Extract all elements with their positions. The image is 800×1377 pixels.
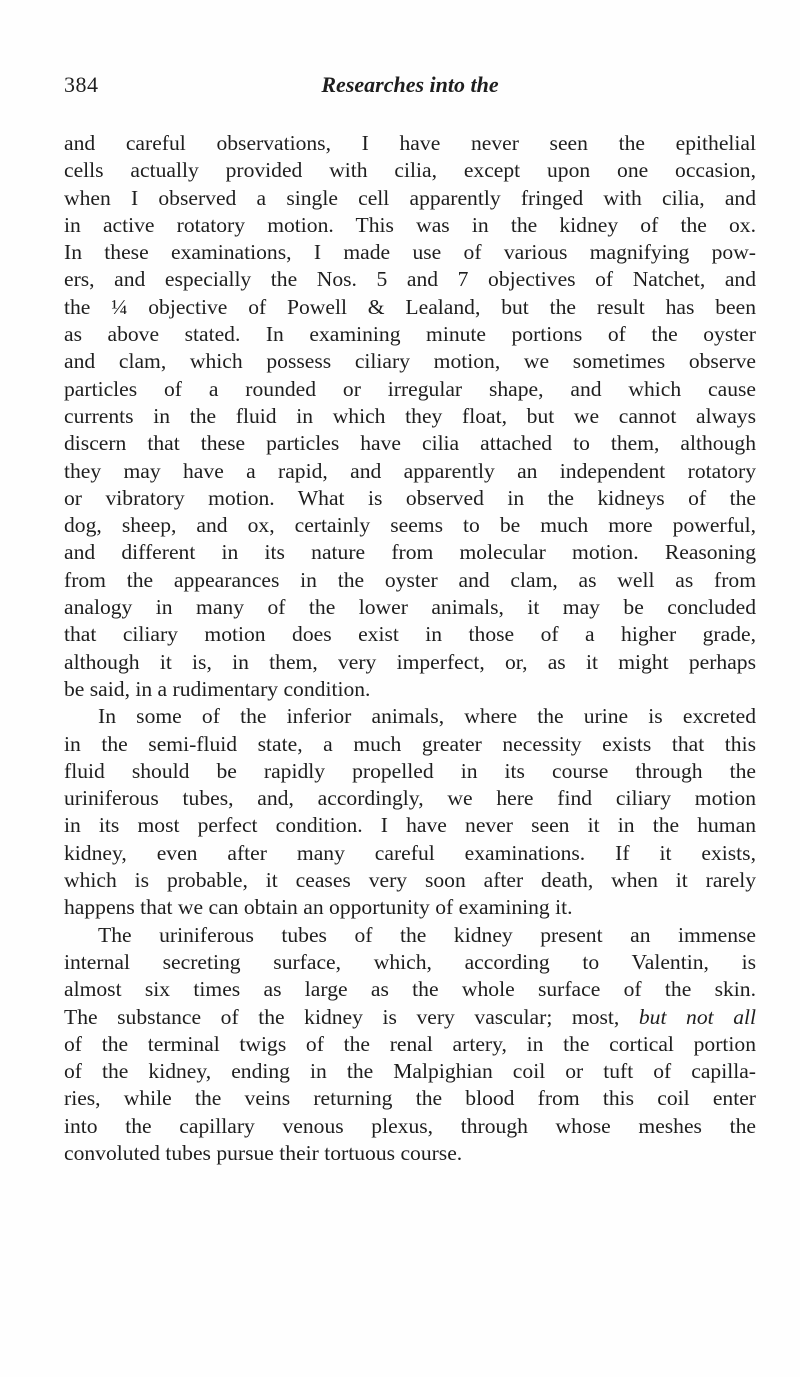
text-line: as above stated. In examining minute portions of the oyster [64,322,756,347]
text-line: The uriniferous tubes of the kidney present an immense [98,922,756,947]
text-line: analogy in many of the lower animals, it may be concluded [64,595,756,620]
text-line: discern that these particles have cilia attached to them, although [64,431,756,456]
text-line: be said, in a rudimentary condition. [64,676,371,701]
text-line: although it is, in them, very imperfect, or, as it might perhaps [64,649,756,674]
text-line: cells actually provided with cilia, except upon one occasion, [64,158,756,183]
text-line: ries, while the veins returning the blood from this coil enter [64,1086,756,1111]
text-line: into the capillary venous plexus, through whose meshes the [64,1113,756,1138]
text-line: and clam, which possess ciliary motion, we sometimes observe [64,349,756,374]
text-line: from the appearances in the oyster and clam, as well as from [64,567,756,592]
text-segment: The substance of the kidney is very vascular; most, [64,1004,620,1029]
text-line: of the terminal twigs of the renal artery, in the cortical portion [64,1031,756,1056]
text-line: In these examinations, I made use of various magnifying pow- [64,240,756,265]
text-line: and different in its nature from molecular motion. Reasoning [64,540,756,565]
text-line: in its most perfect condition. I have never seen it in the human [64,813,756,838]
text-line: that ciliary motion does exist in those of a higher grade, [64,622,756,647]
text-line: uriniferous tubes, and, accordingly, we here find ciliary motion [64,786,756,811]
text-line: when I observed a single cell apparently fringed with cilia, and [64,185,756,210]
text-line: happens that we can obtain an opportunity of examining it. [64,895,573,920]
text-line: internal secreting surface, which, according to Valentin, is [64,949,756,974]
body-text [64,130,756,1167]
text-line: In some of the inferior animals, where the urine is excreted [98,704,756,729]
text-line: almost six times as large as the whole surface of the skin. [64,977,756,1002]
text-line: fluid should be rapidly propelled in its course through the [64,758,756,783]
text-line: which is probable, it ceases very soon after death, when it rarely [64,868,756,893]
text-line: they may have a rapid, and apparently an independent rotatory [64,458,756,483]
text-line: or vibratory motion. What is observed in the kidneys of the [64,485,756,510]
page-number: 384 [64,72,99,97]
text-line: particles of a rounded or irregular shape, and which cause [64,376,756,401]
text-line: and careful observations, I have never seen the epithelial [64,131,756,155]
text-line: ers, and especially the Nos. 5 and 7 objectives of Natchet, and [64,267,756,292]
text-line: in the semi-fluid state, a much greater necessity exists that this [64,731,756,756]
text-line [64,1004,756,1031]
text-line: kidney, even after many careful examinations. If it exists, [64,840,756,865]
running-title: Researches into the [321,72,499,97]
text-line: convoluted tubes pursue their tortuous course. [64,1140,463,1165]
page-header [64,72,756,102]
text-line: currents in the fluid in which they float, but we cannot always [64,403,756,428]
text-line: of the kidney, ending in the Malpighian coil or tuft of capilla- [64,1059,756,1084]
italic-text: but not all [638,1004,756,1029]
text-line: in active rotatory motion. This was in the kidney of the ox. [64,212,756,237]
text-line: dog, sheep, and ox, certainly seems to be much more powerful, [64,513,756,538]
text-line: the ¼ objective of Powell & Lealand, but the result has been [64,294,756,319]
